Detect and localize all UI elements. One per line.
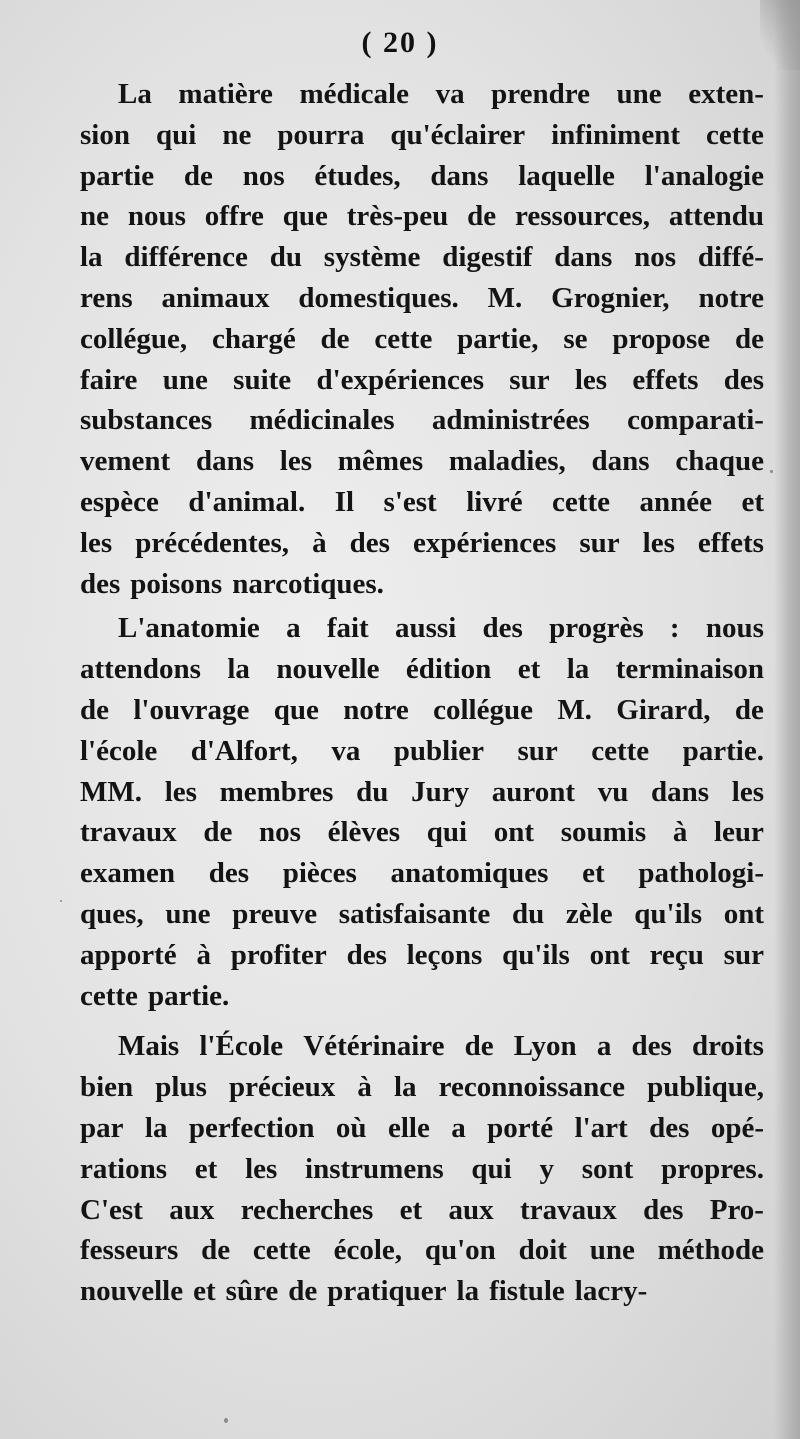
- text-line: l'école d'Alfort, va publier sur cette partie.: [80, 734, 764, 767]
- text-line: nouvelle et sûre de pratiquer la fistule lacry-: [80, 1275, 648, 1308]
- text-line: C'est aux recherches et aux travaux des Pro-: [80, 1193, 764, 1226]
- text-line: L'anatomie a fait aussi des progrès : nous: [118, 612, 764, 645]
- text-line: ques, une preuve satisfaisante du zèle qu'ils ont: [80, 897, 764, 930]
- text-line: des poisons narcotiques.: [80, 567, 384, 600]
- paper-speck: [770, 470, 773, 473]
- text-line: par la perfection où elle a porté l'art des opé-: [80, 1111, 764, 1144]
- text-line: apporté à profiter des leçons qu'ils ont reçu sur: [80, 938, 764, 971]
- text-line: travaux de nos élèves qui ont soumis à leur: [80, 816, 764, 849]
- page-number: ( 20 ): [361, 26, 439, 59]
- paragraph-gap: [80, 1016, 764, 1026]
- text-line: de l'ouvrage que notre collégue M. Girard, de: [80, 693, 764, 726]
- text-line: les précédentes, à des expériences sur les effets: [80, 526, 764, 559]
- text-line: collégue, chargé de cette partie, se propose de: [80, 322, 764, 355]
- text-line: fesseurs de cette école, qu'on doit une méthode: [80, 1234, 764, 1267]
- text-line: vement dans les mêmes maladies, dans chaque: [80, 445, 764, 478]
- paper-speck: [224, 1418, 228, 1423]
- text-line: cette partie.: [80, 979, 230, 1012]
- paper-speck: [60, 900, 62, 902]
- text-line: ne nous offre que très-peu de ressources, attendu: [80, 200, 764, 233]
- text-line: sion qui ne pourra qu'éclairer infiniment cette: [80, 118, 764, 151]
- paragraph: [80, 74, 764, 604]
- page-edge-shadow: [774, 0, 800, 1439]
- text-line: examen des pièces anatomiques et pathologi-: [80, 857, 764, 890]
- text-line: MM. les membres du Jury auront vu dans les: [80, 775, 764, 808]
- text-line: La matière médicale va prendre une exten-: [118, 78, 764, 110]
- paragraph: [80, 1026, 764, 1312]
- paragraph: [80, 608, 764, 1016]
- text-line: Mais l'École Vétérinaire de Lyon a des droits: [118, 1030, 764, 1063]
- text-line: bien plus précieux à la reconnoissance publique,: [80, 1071, 764, 1104]
- text-line: espèce d'animal. Il s'est livré cette année et: [80, 485, 764, 518]
- body-text: [80, 74, 764, 1312]
- text-line: la différence du système digestif dans nos diffé-: [80, 241, 764, 274]
- text-line: substances médicinales administrées comparati-: [80, 404, 764, 437]
- text-line: partie de nos études, dans laquelle l'analogie: [80, 159, 764, 192]
- text-line: rens animaux domestiques. M. Grognier, notre: [80, 281, 764, 314]
- text-line: rations et les instrumens qui y sont propres.: [80, 1152, 764, 1185]
- text-line: faire une suite d'expériences sur les effets des: [80, 363, 764, 396]
- text-line: attendons la nouvelle édition et la terminaison: [80, 653, 764, 686]
